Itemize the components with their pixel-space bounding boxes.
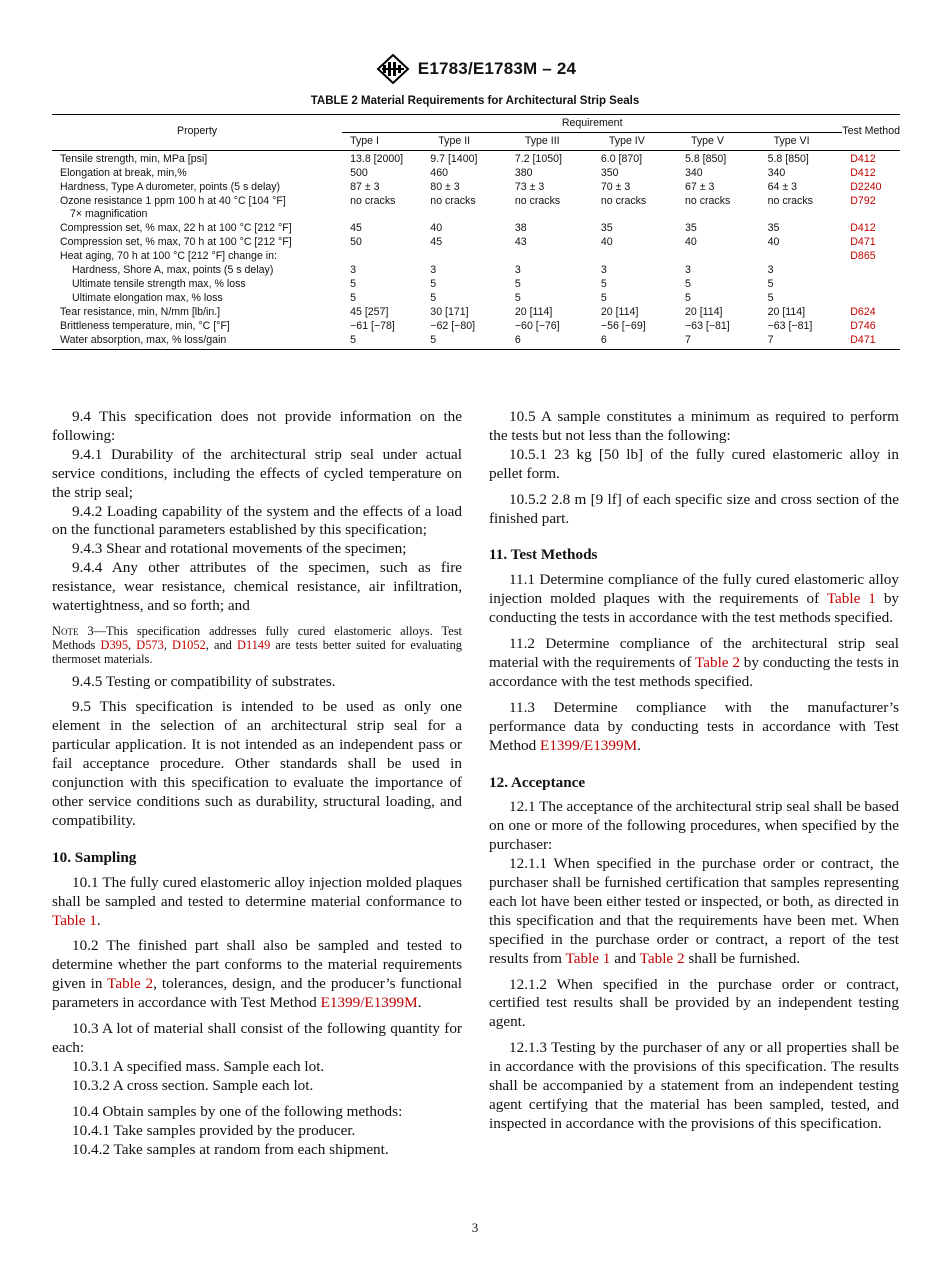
value-cell: 13.8 [2000] — [350, 152, 404, 165]
value-cell: 5 — [767, 291, 774, 304]
paragraph-10-3-1: 10.3.1 A specified mass. Sample each lot. — [72, 1057, 325, 1075]
value-cell: 87 ± 3 — [350, 180, 380, 193]
value-cell: 40 — [767, 236, 780, 249]
value-cell: 5 — [684, 291, 691, 304]
value-cell: 35 — [600, 222, 613, 235]
value-cell: 3 — [430, 264, 437, 277]
value-cell: 7 — [677, 334, 760, 349]
value-cell: 460 — [430, 166, 448, 179]
value-cell: 3 — [684, 264, 691, 277]
test-method-link[interactable]: D471 — [850, 333, 876, 346]
table-row — [52, 181, 900, 195]
test-method-cell — [842, 292, 900, 306]
section-heading-test-methods: 11. Test Methods — [489, 546, 598, 564]
paragraph-9-4-1: 9.4.1 Durability of the architectural strip seal under actual service conditions, including the effects of cycled temperature on the strip seal; — [52, 445, 462, 501]
col-header-type: Type V — [677, 132, 760, 150]
value-cell: 50 — [350, 236, 362, 249]
test-method-cell — [842, 334, 900, 349]
paragraph-9-4-4: 9.4.4 Any other attributes of the specimen, such as fire resistance, wear resistance, chemical resistance, air infiltration, watertightness, and so forth; and — [52, 559, 462, 615]
paragraph-10-1: 10.1 The fully cured elastomeric alloy injection molded plaques shall be sampled and tested to determine material conformance to Table 1. — [52, 873, 462, 929]
value-cell: 20 [114] — [600, 305, 639, 318]
value-cell: 6 — [593, 334, 677, 349]
test-method-link[interactable]: D2240 — [850, 180, 882, 193]
value-cell: no cracks — [350, 194, 396, 207]
table-row — [52, 250, 900, 264]
value-cell: 340 — [767, 166, 786, 179]
value-cell: no cracks — [684, 194, 731, 207]
value-cell: 20 [114] — [767, 305, 806, 318]
value-cell: 5 — [422, 334, 507, 349]
test-method-cell — [842, 278, 900, 292]
value-cell: 5 — [514, 277, 521, 290]
material-requirements-table — [52, 114, 900, 350]
note-label: Note 3 — [52, 623, 94, 638]
table-row — [52, 195, 900, 209]
value-cell: −63 [−81] — [767, 319, 813, 332]
value-cell: 6 — [507, 334, 593, 349]
table-row — [52, 278, 900, 292]
test-method-link[interactable]: D746 — [850, 319, 876, 332]
paragraph-10-5-2: 10.5.2 2.8 m [9 lf] of each specific size and cross section of the finished part. — [489, 490, 899, 527]
paragraph-12-1: 12.1 The acceptance of the architectural strip seal shall be based on one or more of the following procedures, when specified by the purchaser: — [489, 798, 899, 854]
paragraph-10-2: 10.2 The finished part shall also be sampled and tested to determine whether the part conforms to the material requirements given in Table 2, tolerances, design, and the producer’s functional parameters in accordance with Test Method E1399/E1399M. — [52, 937, 462, 1012]
table-row — [52, 167, 900, 181]
value-cell: 500 — [350, 166, 368, 179]
value-cell: 43 — [514, 236, 527, 249]
test-method-link[interactable]: D792 — [850, 194, 876, 207]
value-cell: 5 — [514, 291, 521, 304]
test-method-cell — [842, 181, 900, 195]
test-method-cell — [842, 320, 900, 334]
property-cell: Ultimate elongation max, % loss — [72, 291, 223, 304]
property-cell: Tensile strength, min, MPa [psi] — [60, 152, 208, 165]
test-method-link[interactable]: D865 — [850, 250, 876, 263]
value-cell: no cracks — [514, 194, 561, 207]
paragraph-11-3: 11.3 Determine compliance with the manufacturer’s performance data by conducting tests in accordance with Test Method E1399/E1399M. — [489, 698, 899, 754]
table-row — [52, 320, 900, 334]
link-table-1[interactable]: Table 1 — [565, 949, 611, 967]
table-row — [52, 208, 900, 222]
value-cell: 340 — [684, 166, 703, 179]
value-cell: 7 — [760, 334, 843, 349]
value-cell: 45 — [350, 222, 362, 235]
value-cell: 30 [171] — [430, 305, 469, 318]
section-heading-sampling: 10. Sampling — [52, 848, 137, 866]
col-header-type: Type VI — [760, 132, 843, 150]
paragraph-11-1: 11.1 Determine compliance of the fully cured elastomeric alloy injection molded plaques with the requirements of Table 1 by conducting the tests in accordance with the test methods specified. — [489, 571, 900, 627]
link-e1399[interactable]: E1399/E1399M — [320, 994, 418, 1012]
value-cell: 3 — [514, 264, 521, 277]
value-cell: no cracks — [600, 194, 647, 207]
page-number: 3 — [471, 1220, 479, 1235]
paragraph-10-4: 10.4 Obtain samples by one of the following methods: — [72, 1102, 403, 1120]
table-row — [52, 150, 900, 166]
right-column — [489, 408, 899, 1134]
property-cell: Brittleness temperature, min, °C [°F] — [60, 319, 230, 332]
value-cell: 3 — [350, 264, 357, 277]
col-header-type: Type IV — [593, 132, 677, 150]
paragraph-12-1-2: 12.1.2 When specified in the purchase order or contract, certified test results shall be provided by an independent testing agent. — [489, 975, 899, 1031]
paragraph-9-4-2: 9.4.2 Loading capability of the system and the effects of a load on the functional parameters established by this specification; — [52, 502, 462, 539]
property-cell: Heat aging, 70 h at 100 °C [212 °F] change in: — [60, 250, 277, 263]
value-cell — [422, 250, 507, 264]
property-cell: Compression set, % max, 70 h at 100 °C [212 °F] — [60, 236, 292, 249]
paragraph-9-4-5: 9.4.5 Testing or compatibility of substrates. — [72, 672, 336, 690]
link-d1052[interactable]: D1052 — [172, 638, 206, 653]
test-method-link[interactable]: D412 — [850, 166, 876, 179]
link-table-2[interactable]: Table 2 — [695, 653, 740, 671]
col-header-test-method: Test Method — [842, 115, 900, 151]
value-cell — [593, 250, 677, 264]
property-cell: Elongation at break, min,% — [60, 166, 187, 179]
property-cell: Compression set, % max, 22 h at 100 °C [212 °F] — [60, 222, 292, 235]
value-cell: −60 [−76] — [514, 319, 560, 332]
table-row — [52, 306, 900, 320]
test-method-cell — [842, 236, 900, 250]
section-heading-acceptance: 12. Acceptance — [489, 773, 586, 791]
value-cell: 20 [114] — [514, 305, 553, 318]
col-header-property: Property — [52, 115, 342, 151]
test-method-cell — [842, 195, 900, 209]
test-method-cell — [842, 264, 900, 278]
value-cell — [593, 208, 677, 222]
value-cell — [677, 208, 760, 222]
value-cell: 20 [114] — [684, 305, 723, 318]
value-cell: no cracks — [767, 194, 813, 207]
property-cell: Hardness, Shore A, max, points (5 s delay) — [72, 264, 274, 277]
col-header-type: Type I — [342, 132, 422, 150]
value-cell: 35 — [684, 222, 697, 235]
value-cell: 5 — [767, 277, 774, 290]
paragraph-10-4-1: 10.4.1 Take samples provided by the producer. — [72, 1121, 356, 1139]
value-cell: 40 — [600, 236, 613, 249]
value-cell: 35 — [767, 222, 780, 235]
property-cell: 7× magnification — [70, 208, 148, 221]
value-cell: 5.8 [850] — [767, 152, 809, 165]
paragraph-9-4: 9.4 This specification does not provide information on the following: — [52, 408, 462, 444]
value-cell: 5 — [350, 291, 357, 304]
paragraph-10-3: 10.3 A lot of material shall consist of the following quantity for each: — [52, 1020, 462, 1056]
value-cell: 6.0 [870] — [600, 152, 643, 165]
col-header-type: Type III — [507, 132, 593, 150]
link-table-1[interactable]: Table 1 — [52, 911, 97, 929]
value-cell: −63 [−81] — [684, 319, 730, 332]
paragraph-12-1-3: 12.1.3 Testing by the purchaser of any or all properties shall be in accordance with the provisions of this specification. The results shall be accompanied by a statement from an independent testing agent certifying that the material has been sampled, tested, and inspected in accordance with the provisions of this specification. — [489, 1039, 899, 1132]
paragraph-10-3-2: 10.3.2 A cross section. Sample each lot. — [72, 1076, 314, 1094]
paragraph-10-5: 10.5 A sample constitutes a minimum as required to perform the tests but not less than the following: — [489, 408, 899, 444]
paragraph-11-2: 11.2 Determine compliance of the architectural strip seal material with the requirements of Table 2 by conducting the tests in accordance with the test methods specified. — [489, 635, 900, 690]
value-cell: 67 ± 3 — [684, 180, 715, 193]
value-cell: −61 [−78] — [350, 319, 395, 332]
value-cell: 40 — [430, 222, 443, 235]
value-cell: −62 [−80] — [430, 319, 476, 332]
value-cell: −56 [−69] — [600, 319, 646, 332]
test-method-link[interactable]: D624 — [850, 305, 876, 318]
table-row — [52, 222, 900, 236]
value-cell: no cracks — [430, 194, 476, 207]
test-method-cell — [842, 222, 900, 236]
value-cell — [760, 250, 843, 264]
value-cell — [342, 208, 422, 222]
page-header — [0, 52, 950, 86]
value-cell: 5 — [684, 277, 691, 290]
document-designation: E1783/E1783M – 24 — [417, 59, 577, 78]
value-cell: 45 [257] — [350, 305, 389, 318]
value-cell: 70 ± 3 — [600, 180, 631, 193]
link-table-1[interactable]: Table 1 — [826, 590, 876, 608]
col-header-requirement: Requirement — [342, 115, 842, 133]
value-cell — [677, 250, 760, 264]
value-cell: 5 — [430, 291, 437, 304]
paragraph-9-4-3: 9.4.3 Shear and rotational movements of the specimen; — [72, 540, 407, 558]
link-d573[interactable]: D573 — [136, 638, 164, 653]
value-cell: 350 — [600, 166, 619, 179]
paragraph-10-5-1: 10.5.1 23 kg [50 lb] of the fully cured elastomeric alloy in pellet form. — [489, 445, 899, 482]
link-d395[interactable]: D395 — [100, 638, 129, 653]
link-e1399[interactable]: E1399/E1399M — [540, 736, 638, 754]
astm-logo-icon — [374, 54, 412, 84]
value-cell: 38 — [514, 222, 527, 235]
value-cell: 5.8 [850] — [684, 152, 727, 165]
property-cell: Ozone resistance 1 ppm 100 h at 40 °C [104 °F] — [60, 194, 286, 207]
test-method-cell — [842, 250, 900, 264]
test-method-cell — [842, 150, 900, 166]
property-cell: Tear resistance, min, N/mm [lb/in.] — [60, 305, 221, 318]
value-cell — [760, 208, 843, 222]
property-cell: Ultimate tensile strength max, % loss — [72, 277, 246, 290]
value-cell: 45 — [430, 236, 443, 249]
value-cell — [507, 250, 593, 264]
value-cell: 64 ± 3 — [767, 180, 797, 193]
link-table-2[interactable]: Table 2 — [639, 949, 685, 967]
paragraph-10-4-2: 10.4.2 Take samples at random from each shipment. — [72, 1140, 389, 1158]
value-cell: 73 ± 3 — [514, 180, 545, 193]
test-method-cell — [842, 167, 900, 181]
property-cell: Hardness, Type A durometer, points (5 s delay) — [60, 180, 281, 193]
value-cell: 5 — [600, 291, 607, 304]
paragraph-9-5: 9.5 This specification is intended to be used as only one element in the selection of an architectural strip seal for a particular application. It is not intended as an independent pass or fail acceptance procedure. Other standards shall be used in conjunction with this specification to evaluate the importance of other service conditions such as durability, structural loading, and compatibility. — [52, 698, 462, 829]
value-cell: 5 — [430, 277, 437, 290]
table-row — [52, 292, 900, 306]
value-cell — [422, 208, 507, 222]
table-row — [52, 264, 900, 278]
value-cell: 5 — [342, 334, 422, 349]
value-cell: 3 — [600, 264, 607, 277]
value-cell: 5 — [600, 277, 607, 290]
value-cell: 80 ± 3 — [430, 180, 460, 193]
test-method-link[interactable]: D412 — [850, 222, 876, 235]
table-title: TABLE 2 Material Requirements for Architectural Strip Seals — [310, 95, 640, 107]
col-header-type: Type II — [422, 132, 507, 150]
note-3: Note 3—This specification addresses fully cured elastomeric alloys. Test Methods D395, D573, D1052, and D1149 are tests better suited for evaluating thermoset materials. — [52, 623, 462, 667]
test-method-link[interactable]: D412 — [850, 152, 876, 165]
value-cell: 7.2 [1050] — [514, 152, 562, 165]
test-method-link[interactable]: D471 — [850, 236, 876, 249]
left-column — [52, 408, 462, 1159]
link-d1149[interactable]: D1149 — [237, 638, 271, 653]
table-row — [52, 236, 900, 250]
value-cell — [342, 250, 422, 264]
value-cell: 5 — [350, 277, 357, 290]
value-cell: 9.7 [1400] — [430, 152, 478, 165]
table-row — [52, 334, 900, 349]
value-cell: 380 — [514, 166, 533, 179]
test-method-cell — [842, 208, 900, 222]
property-cell: Water absorption, max, % loss/gain — [52, 334, 342, 349]
test-method-cell — [842, 306, 900, 320]
paragraph-12-1-1: 12.1.1 When specified in the purchase order or contract, the purchaser shall be furnished certification that samples representing each lot have been either tested or inspected, or both, as directed in this specification and that the requirements have been met. When specified in the purchase order or contract, a report of the test results from Table 1 and Table 2 shall be furnished. — [489, 855, 899, 967]
value-cell: 3 — [767, 264, 774, 277]
value-cell — [507, 208, 593, 222]
link-table-2[interactable]: Table 2 — [107, 975, 154, 993]
value-cell: 40 — [684, 236, 697, 249]
